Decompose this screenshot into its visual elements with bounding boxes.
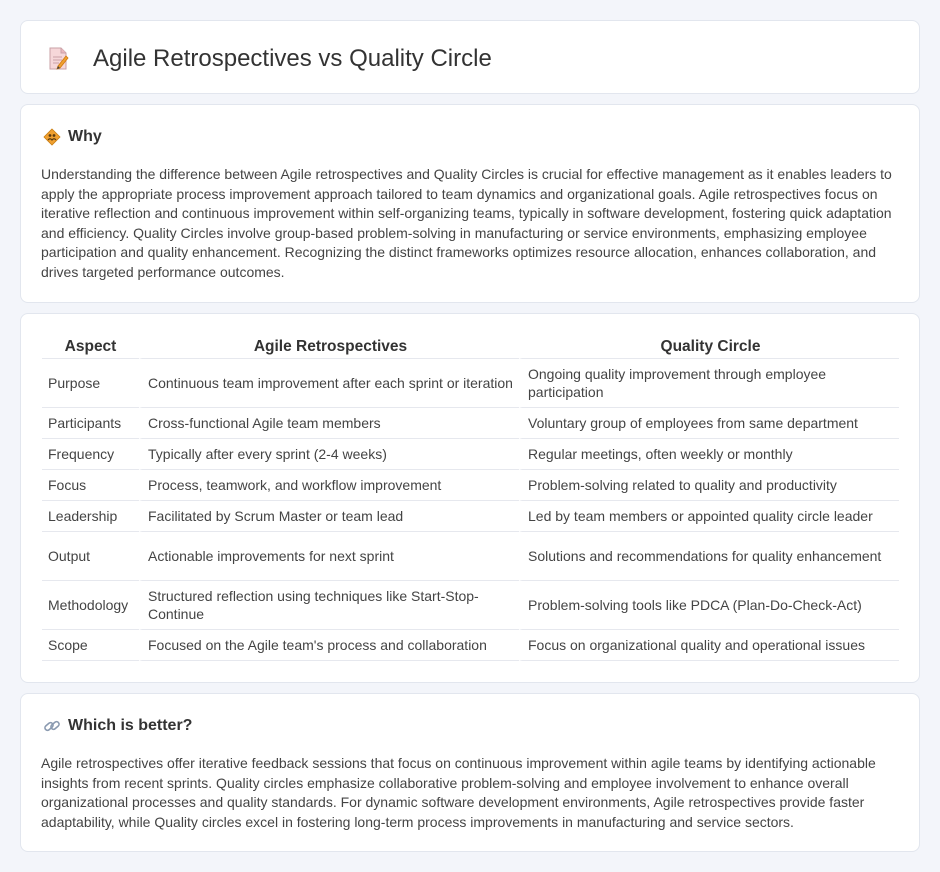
row-agile: Typically after every sprint (2-4 weeks) bbox=[139, 439, 519, 470]
table-row bbox=[42, 501, 899, 532]
table-row bbox=[42, 439, 899, 470]
row-quality: Problem-solving tools like PDCA (Plan-Do-Check-Act) bbox=[519, 581, 899, 630]
header-agile: Agile Retrospectives bbox=[139, 336, 519, 359]
row-aspect: Scope bbox=[42, 630, 139, 661]
row-aspect: Output bbox=[42, 532, 139, 581]
better-heading-row bbox=[43, 715, 192, 737]
row-aspect: Frequency bbox=[42, 439, 139, 470]
table-row bbox=[42, 408, 899, 439]
why-heading-row bbox=[43, 126, 102, 148]
table-row bbox=[42, 359, 899, 408]
row-agile: Process, teamwork, and workflow improvement bbox=[139, 470, 519, 501]
header-quality: Quality Circle bbox=[519, 336, 899, 359]
row-quality: Focus on organizational quality and operational issues bbox=[519, 630, 899, 661]
header-card bbox=[20, 20, 920, 94]
row-agile: Focused on the Agile team's process and collaboration bbox=[139, 630, 519, 661]
row-quality: Voluntary group of employees from same department bbox=[519, 408, 899, 439]
comparison-table bbox=[42, 336, 899, 661]
row-quality: Ongoing quality improvement through employee participation bbox=[519, 359, 899, 408]
row-agile: Continuous team improvement after each sprint or iteration bbox=[139, 359, 519, 408]
row-agile: Cross-functional Agile team members bbox=[139, 408, 519, 439]
comparison-section bbox=[20, 313, 920, 683]
why-paragraph: Understanding the difference between Agile retrospectives and Quality Circles is crucial for effective management as it enables leaders to apply the appropriate process improvement approach tailored to team dynamics and organizational goals. Agile retrospectives focus on iterative reflection and continuous improvement within self-organizing teams, typically in software development, fostering quick adaptation and efficiency. Quality Circles involve group-based problem-solving in manufacturing or service environments, emphasizing employee participation and quality enhancement. Recognizing the distinct frameworks optimizes resource allocation, enhances collaboration, and drives targeted performance outcomes. bbox=[41, 166, 892, 280]
row-quality: Regular meetings, often weekly or monthly bbox=[519, 439, 899, 470]
row-aspect: Participants bbox=[42, 408, 139, 439]
link-icon bbox=[43, 717, 61, 735]
row-agile: Structured reflection using techniques like Start-Stop-Continue bbox=[139, 581, 519, 630]
better-heading: Which is better? bbox=[68, 717, 193, 734]
table-row bbox=[42, 581, 899, 630]
header-aspect: Aspect bbox=[42, 336, 139, 359]
row-quality: Problem-solving related to quality and productivity bbox=[519, 470, 899, 501]
row-aspect: Methodology bbox=[42, 581, 139, 630]
row-aspect: Leadership bbox=[42, 501, 139, 532]
row-agile: Actionable improvements for next sprint bbox=[139, 532, 519, 581]
which-better-section bbox=[20, 693, 920, 852]
document-pencil-icon bbox=[47, 47, 69, 71]
page-title: Agile Retrospectives vs Quality Circle bbox=[93, 45, 492, 72]
why-heading: Why bbox=[68, 128, 102, 145]
table-row bbox=[42, 630, 899, 661]
row-aspect: Purpose bbox=[42, 359, 139, 408]
row-quality: Solutions and recommendations for quality enhancement bbox=[519, 532, 899, 581]
row-aspect: Focus bbox=[42, 470, 139, 501]
table-row bbox=[42, 532, 899, 581]
row-quality: Led by team members or appointed quality circle leader bbox=[519, 501, 899, 532]
row-agile: Facilitated by Scrum Master or team lead bbox=[139, 501, 519, 532]
why-section bbox=[20, 104, 920, 303]
table-row bbox=[42, 470, 899, 501]
diamond-people-icon bbox=[43, 128, 61, 146]
table-header-row bbox=[42, 336, 899, 359]
better-paragraph: Agile retrospectives offer iterative feedback sessions that focus on continuous improvement within agile teams by identifying actionable insights from recent sprints. Quality circles emphasize collaborative problem-solving and employee involvement to enhance overall organizational processes and quality standards. For dynamic software development environments, Agile retrospectives provide faster adaptability, while Quality circles excel in fostering long-term process improvements in manufacturing and service sectors. bbox=[41, 755, 876, 830]
